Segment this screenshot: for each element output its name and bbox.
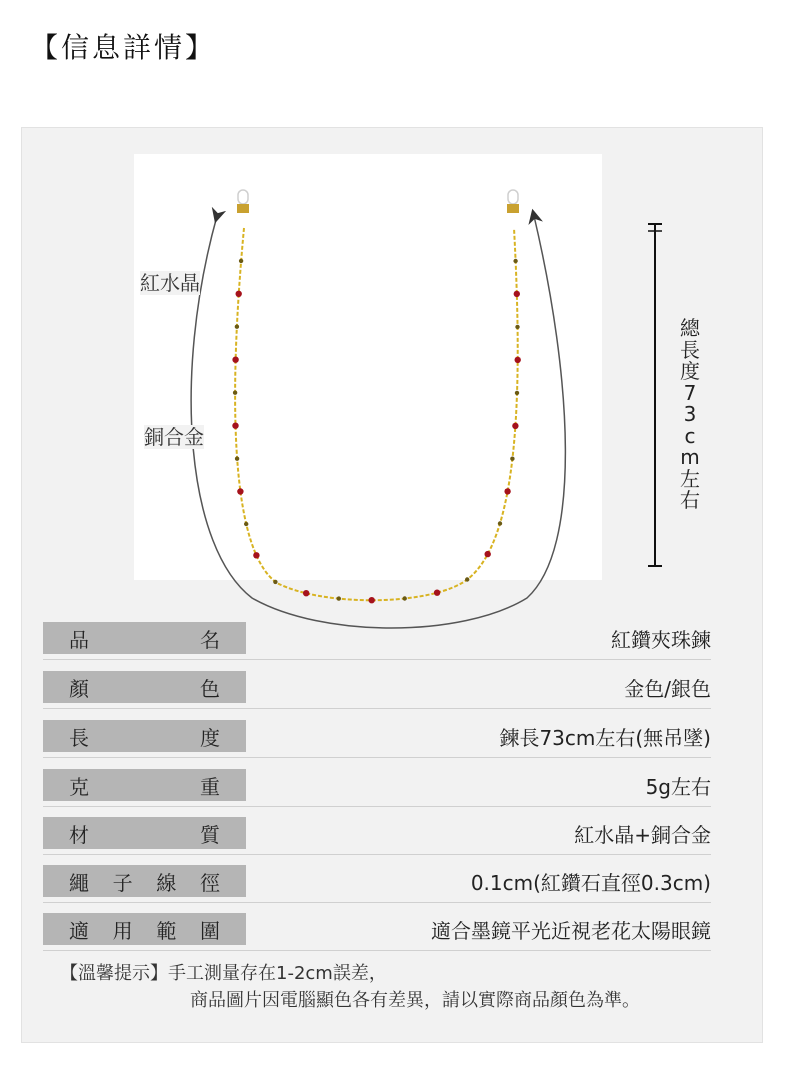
spec-label	[43, 913, 246, 945]
spec-label-char: 子	[112, 870, 133, 895]
length-label-char: 總	[680, 316, 700, 340]
spec-label-char: 材	[69, 822, 89, 847]
length-scale	[648, 224, 662, 566]
spec-divider	[43, 854, 711, 855]
chain-bead	[244, 522, 248, 526]
spec-value: 0.1cm(紅鑽石直徑0.3cm)	[470, 870, 711, 895]
page-title: 【信息詳情】	[30, 31, 217, 64]
chain-bead	[465, 577, 469, 581]
length-label-char: 右	[680, 488, 700, 512]
chain-bead	[485, 551, 491, 557]
notice-prefix: 【溫馨提示】	[60, 963, 168, 984]
spec-label	[43, 817, 246, 849]
spec-row	[43, 769, 711, 801]
copper-label: 銅合金	[144, 425, 204, 449]
spec-row	[43, 865, 711, 897]
chain-bead	[239, 259, 243, 263]
total-length-label	[678, 318, 702, 512]
chain-bead	[253, 552, 259, 558]
detail-panel	[21, 127, 763, 1043]
chain-bead	[235, 325, 239, 329]
spec-label-char: 繩	[69, 870, 89, 895]
chain-bead	[233, 391, 237, 395]
spec-label-char: 線	[156, 870, 177, 895]
chain-bead	[403, 596, 407, 600]
chain-bead	[513, 259, 517, 263]
notice	[60, 960, 640, 1014]
spec-value: 金色/銀色	[624, 676, 711, 701]
spec-label	[43, 671, 246, 703]
spec-label-char: 適	[69, 918, 89, 943]
length-label-char: c	[684, 423, 696, 448]
chain-bead	[512, 423, 518, 429]
spec-row	[43, 622, 711, 654]
chain-bead	[235, 457, 239, 461]
spec-value: 紅水晶+銅合金	[574, 822, 711, 847]
chain-bead	[515, 391, 519, 395]
length-label-char: 長	[680, 337, 700, 362]
left-end-cap	[237, 190, 249, 213]
spec-label-char: 色	[200, 676, 220, 701]
length-label-char: 7	[683, 380, 697, 405]
spec-label	[43, 622, 246, 654]
chain-bead	[515, 325, 519, 329]
chain-bead	[273, 580, 277, 584]
spec-label-char: 重	[200, 774, 220, 799]
spec-label-char: 質	[200, 822, 220, 847]
chain-bead	[498, 521, 502, 525]
notice-line2: 商品圖片因電腦顯色各有差異，請以實際商品顏色為準。	[190, 990, 640, 1011]
notice-line1: 手工測量存在1-2cm誤差，	[168, 963, 387, 984]
chain-bead	[232, 423, 238, 429]
bead-group	[232, 259, 521, 604]
chain-bead	[303, 590, 309, 596]
chain-bead	[504, 488, 510, 494]
spec-value: 鍊長73cm左右(無吊墜)	[499, 725, 711, 750]
chain-bead	[510, 457, 514, 461]
chain-bead	[515, 357, 521, 363]
spec-label-char: 名	[200, 627, 220, 652]
chain-bead	[237, 488, 243, 494]
spec-label-char: 度	[200, 725, 220, 750]
length-label-char: 3	[683, 402, 697, 426]
spec-label-char: 克	[69, 774, 89, 799]
spec-label-char: 長	[69, 725, 89, 750]
spec-label-char: 圍	[199, 918, 220, 943]
spec-label-char: 徑	[199, 870, 220, 895]
necklace-diagram	[22, 128, 764, 1044]
spec-divider	[43, 806, 711, 807]
spec-label-char: 顏	[69, 676, 89, 701]
spec-value: 紅鑽夾珠鍊	[611, 627, 711, 652]
measure-arrow	[191, 216, 565, 628]
spec-value: 適合墨鏡平光近視老花太陽眼鏡	[431, 918, 711, 943]
length-label-char: 度	[680, 359, 700, 383]
spec-label	[43, 769, 246, 801]
spec-divider	[43, 708, 711, 709]
chain-bead	[232, 357, 238, 363]
chain-bead	[369, 597, 375, 603]
spec-row	[43, 913, 711, 945]
spec-label	[43, 720, 246, 752]
spec-row	[43, 671, 711, 703]
chain-bead	[514, 291, 520, 297]
length-label-char: m	[680, 445, 700, 469]
spec-label-char: 品	[69, 627, 89, 652]
spec-row	[43, 817, 711, 849]
spec-row	[43, 720, 711, 752]
spec-value: 5g左右	[645, 774, 711, 799]
spec-divider	[43, 757, 711, 758]
chain-bead	[434, 590, 440, 596]
length-label-char: 左	[680, 466, 700, 491]
spec-label-char: 用	[112, 918, 133, 943]
spec-divider	[43, 659, 711, 660]
chain-bead	[236, 291, 242, 297]
right-end-cap	[507, 190, 519, 213]
spec-divider	[43, 902, 711, 903]
chain-bead	[337, 596, 341, 600]
spec-label	[43, 865, 246, 897]
spec-divider	[43, 950, 711, 951]
crystal-label: 紅水晶	[140, 271, 200, 295]
spec-label-char: 範	[156, 918, 177, 943]
chain-path	[235, 228, 518, 600]
